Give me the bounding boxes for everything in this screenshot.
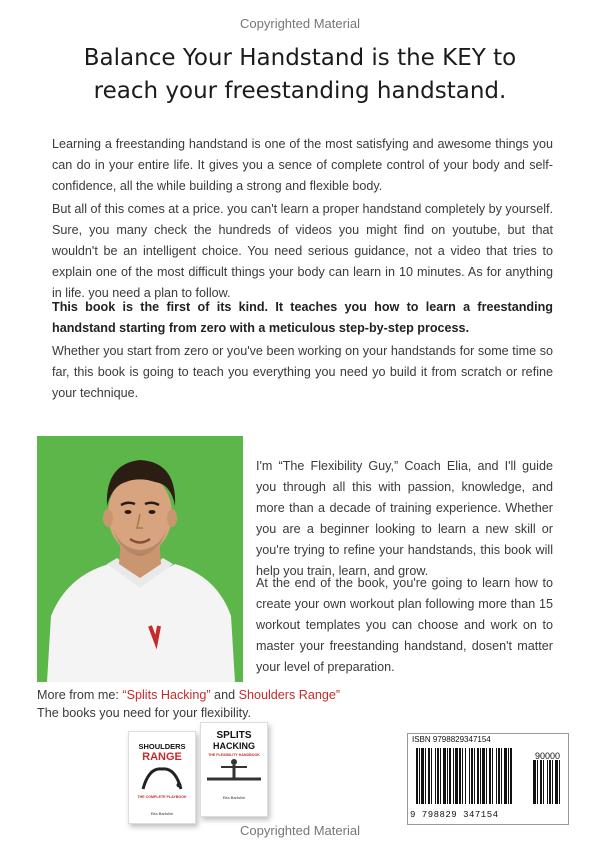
book-splits-hacking — [200, 722, 268, 817]
intro-paragraph-4: Whether you start from zero or you've been working on your handstands for some time so far, this book is going to teach you everything you need yo build it from scratch or refine your technique. — [52, 344, 553, 400]
intro-paragraph-bold: This book is the first of its kind. It teaches you how to learn a freestanding handstand starting from zero with a meticulous step-by-step process. — [52, 300, 553, 335]
barcode-bar — [508, 748, 509, 804]
barcode-price-code: 90000 — [535, 751, 561, 761]
barcode-bar — [453, 748, 454, 804]
barcode-bar — [459, 748, 461, 804]
barcode-bar — [547, 760, 548, 804]
barcode-bar — [437, 748, 439, 804]
barcode-bar — [533, 760, 536, 804]
barcode-bar — [471, 748, 473, 804]
book-shoulders-range — [128, 731, 196, 824]
barcode-bar — [486, 748, 487, 804]
barcode-bar — [480, 748, 481, 804]
barcode-bar — [510, 748, 512, 804]
barcode-bar — [492, 748, 493, 804]
author-photo — [37, 436, 243, 682]
barcode-bar — [501, 748, 502, 804]
barcode-bar — [449, 748, 451, 804]
barcode-bar — [447, 748, 448, 804]
book-splits-subtitle: THE FLEXIBILITY HANDBOOK — [208, 753, 260, 757]
more-book-splits: “Splits Hacking” — [122, 688, 211, 702]
book-shoulders-title1: SHOULDERS — [138, 742, 186, 751]
splits-pose-icon — [201, 757, 267, 783]
isbn-number: ISBN 9798829347154 — [412, 735, 491, 744]
barcode-bar — [474, 748, 475, 804]
barcode-bar — [477, 748, 479, 804]
intro-paragraph-1: Learning a freestanding handstand is one of the most satisfying and awesome things you can do in your entire life. It gives you a sence of complete control of your body and self-confidence, all the while building a strong and flexible body. — [52, 137, 553, 193]
barcode-bar — [482, 748, 485, 804]
book-splits-author: Elia Bartolini — [222, 795, 246, 800]
barcode-bar — [540, 760, 542, 804]
barcode-bar — [416, 748, 418, 804]
barcode-bar — [549, 760, 551, 804]
barcode-bar — [425, 748, 426, 804]
barcode-bar — [462, 748, 463, 804]
barcode-bar — [440, 748, 441, 804]
barcode-bar — [469, 748, 470, 804]
book-splits-title2: HACKING — [213, 741, 255, 751]
barcode-bar — [465, 748, 466, 804]
more-prefix: More from me: — [37, 688, 123, 702]
barcode-bar — [555, 760, 558, 804]
headline-line-1: Balance Your Handstand is the KEY to — [83, 45, 517, 71]
bio-paragraph-1: I'm “The Flexibility Guy,” Coach Elia, and I'll guide you through all this with passion, knowledge, and more than a decade of training experience. Whether you are a beginner looking to learn a new skill or you're trying to refine your handstands, this book will help you train, learn, and grow. — [256, 459, 553, 578]
barcode-bar — [421, 748, 424, 804]
barcode-bar — [552, 760, 553, 804]
barcode-bar — [455, 748, 458, 804]
barcode-bar — [543, 760, 544, 804]
barcode-bar — [498, 748, 500, 804]
watermark-bottom: Copyrighted Material — [240, 823, 360, 838]
more-and: and — [210, 688, 239, 702]
book-shoulders-subtitle: THE COMPLETE PLAYBOOK — [137, 795, 187, 799]
intro-paragraph-2: But all of this comes at a price. you can't learn a proper handstand completely by yourself. Sure, you many check the hundreds of videos you might find on youtube, but that wouldn't be an intelligent choice. You need serious guidance, not a video that tries to explain one of the most difficult things your body can learn in 10 minutes. As for anything in life. you need a plan to follow. — [52, 202, 553, 300]
more-tagline: The books you need for your flexibility. — [37, 706, 251, 720]
more-from-me — [37, 686, 340, 722]
barcode-digits: 9 798829 347154 — [410, 810, 499, 820]
page-headline — [30, 42, 570, 108]
barcode-bar — [428, 748, 430, 804]
headline-line-2: reach your freestanding handstand. — [93, 78, 507, 104]
book-splits-title1: SPLITS — [216, 730, 252, 741]
barcode-bar — [559, 760, 560, 804]
barcode-bar — [496, 748, 497, 804]
barcode-bar — [489, 748, 491, 804]
bio-paragraph-2: At the end of the book, you're going to learn how to create your own workout plan following more than 15 workout templates you can choose and work on to master your freestanding handstand, dosen't matter your level of preparation. — [256, 576, 553, 674]
barcode-bar — [443, 748, 446, 804]
author-figure-icon — [37, 436, 243, 682]
more-book-shoulders: Shoulders Range” — [238, 688, 341, 702]
watermark-top: Copyrighted Material — [240, 16, 360, 31]
book-shoulders-title2: RANGE — [142, 751, 182, 763]
backbend-pose-icon — [129, 763, 195, 791]
barcode-bar — [431, 748, 432, 804]
barcode-bar — [537, 760, 538, 804]
book-shoulders-author: Elia Bartolini — [150, 811, 174, 816]
barcode-bar — [419, 748, 420, 804]
barcode-bar — [504, 748, 507, 804]
barcode-bar — [435, 748, 436, 804]
